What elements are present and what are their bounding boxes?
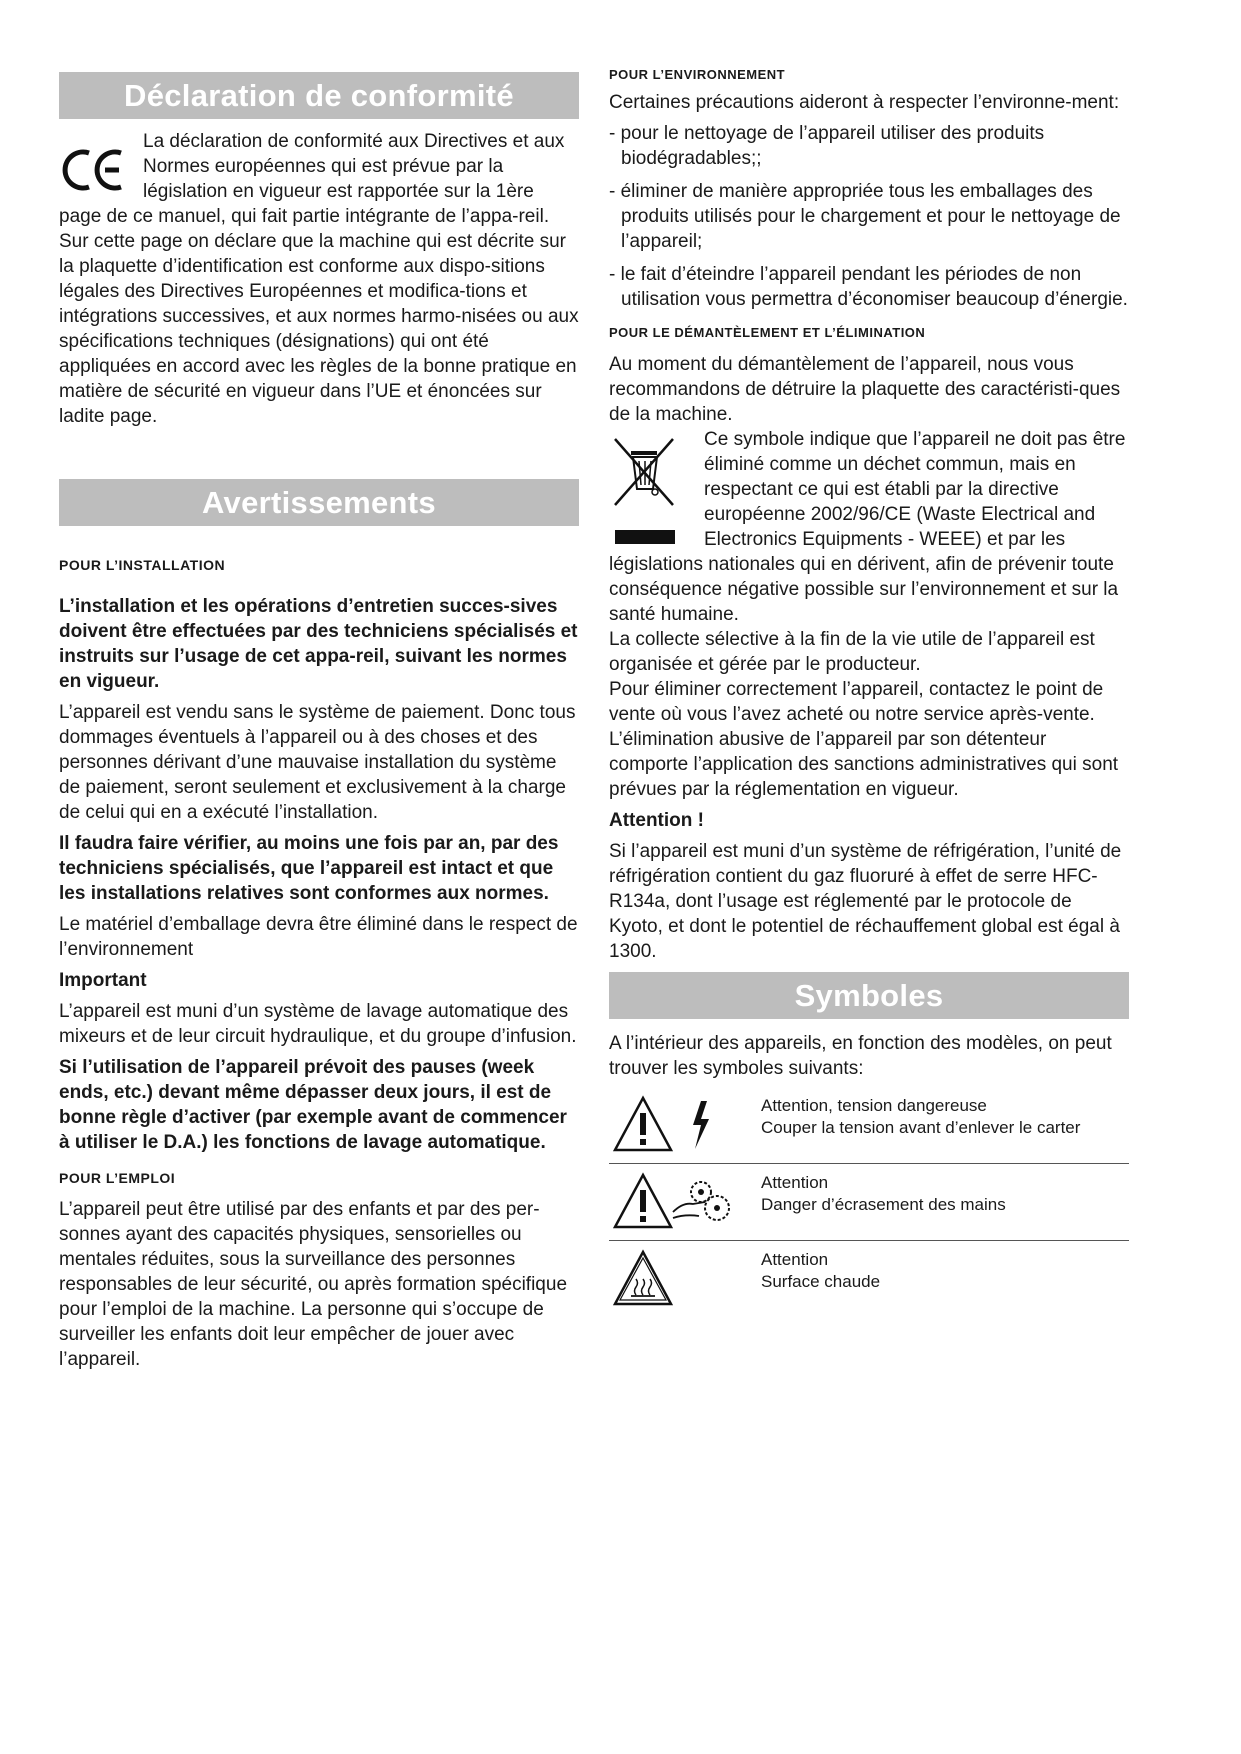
ce-mark-icon [59,139,131,201]
symbol-row [609,1087,1129,1164]
symbol-line-2: Couper la tension avant d’enlever le carter [761,1118,1081,1137]
left-column [59,72,579,1372]
symbol-icons [609,1249,761,1307]
important-paragraph: L’appareil est muni d’un système de lavage automatique des mixeurs et de leur circuit hydraulique, et du groupe d’infusion. [59,1001,577,1047]
dismantling-paragraph-1: Au moment du démantèlement de l’appareil, nous vous recommandons de détruire la plaquette des caractéristi-ques de la machine. [609,354,1121,425]
symbol-line-1: Attention [761,1173,829,1192]
attention-label: Attention ! [609,810,704,831]
attention-paragraph: Si l’appareil est muni d’un système de réfrigération, l’unité de réfrigération contient du gaz fluoruré à effet de serre HFC-R134a, dont l’usage est réglementé par le protocole de Kyoto, et dont le potentiel de réchauffement global est égal à 1300. [609,841,1122,962]
important-label: Important [59,970,147,991]
symbol-row [609,1241,1129,1317]
environment-intro: Certaines précautions aideront à respecter l’environne-ment: [609,92,1120,113]
symbols-title: Symboles [609,972,1129,1019]
environment-item: - le fait d’éteindre l’appareil pendant les périodes de non utilisation vous permettra d’économiser beaucoup d’énergie. [609,264,1128,310]
use-paragraph: L’appareil peut être utilisé par des enfants et par des per-sonnes ayant des capacités physiques, sensorielles ou mentales réduites, sous la surveillance des personnes responsables de leur sécurité, ou après formation spécifique pour l’emploi de la machine. La personne qui s’occupe de surveiller les enfants doit leur empêcher de jouer avec l’appareil. [59,1199,568,1370]
environment-item: - éliminer de manière appropriée tous les emballages des produits utilisés pour le chargement et pour le nettoyage de l’appareil; [609,181,1121,252]
symbol-description [761,1095,1080,1139]
declaration-paragraph-1: La déclaration de conformité aux Directives et aux Normes européennes qui est prévue par la législation en vigueur est rapportée sur la 1ère page de ce manuel, qui fait partie intégrante de l’appa-reil. [59,131,565,227]
dismantling-heading: POUR LE DÉMANTÈLEMENT ET L’ÉLIMINATION [609,325,926,340]
declaration-title: Déclaration de conformité [59,72,579,119]
installation-bold-1: L’installation et les opérations d’entretien succes-sives doivent être effectuées par des techniciens spécialisés et instruits sur l’usage de cet appa-reil, suivant les normes en vigueur. [59,596,578,692]
symbol-line-1: Attention [761,1250,829,1269]
symbol-line-2: Surface chaude [761,1272,881,1291]
symbol-description [761,1249,880,1293]
installation-paragraph-2: Le matériel d’emballage devra être éliminé dans le respect de l’environnement [59,914,578,960]
dismantling-paragraph-2: La collecte sélective à la fin de la vie utile de l’appareil est organisée et gérée par le producteur. [609,629,1095,675]
warnings-title: Avertissements [59,479,579,526]
declaration-block [59,129,579,429]
symbols-intro: A l’intérieur des appareils, en fonction des modèles, on peut trouver les symboles suivants: [609,1033,1112,1079]
symbol-line-2: Danger d’écrasement des mains [761,1195,1006,1214]
symbol-line-1: Attention, tension dangereuse [761,1096,987,1115]
declaration-paragraph-2: Sur cette page on déclare que la machine qui est décrite sur la plaquette d’identification est conforme aux dispo-sitions légales des Directives Européennes et modifica-tions et intégrations successives, et aux normes harmo-nisées ou aux spécifications techniques (désignations) qui ont été appliquées en accord avec les règles de la bonne pratique en matière de sécurité en vigueur dans l’UE et énoncées sur ladite page. [59,231,579,427]
symbol-icons [609,1172,761,1230]
symbol-row [609,1164,1129,1241]
weee-paragraph: Ce symbole indique que l’appareil ne doit pas être éliminé comme un déchet commun, mais en respectant ce qui est établi par la directive européenne 2002/96/CE (Waste Electrical and Electronics Equipments - WEEE) et par les législations nationales qui en dérivent, afin de prévenir toute conséquence négative possible sur l’environnement et sur la santé humaine. [609,429,1126,625]
crossed-bin-icon [609,435,679,507]
right-column [609,66,1129,1317]
electric-hazard-icon [609,1095,759,1153]
hand-crush-hazard-icon [609,1172,759,1230]
installation-bold-2: Il faudra faire vérifier, au moins une fois par an, par des techniciens spécialisés, que l’appareil est intact et que les installations relatives sont conformes aux normes. [59,833,559,904]
symbol-description [761,1172,1006,1216]
weee-block [609,427,1129,627]
symbol-icons [609,1095,761,1153]
hot-surface-icon [609,1249,759,1307]
environment-heading: POUR L’ENVIRONNEMENT [609,67,786,82]
weee-bar-icon [615,530,675,544]
weee-symbol [609,435,679,544]
environment-item: - pour le nettoyage de l’appareil utiliser des produits biodégradables;; [609,123,1045,169]
important-bold: Si l’utilisation de l’appareil prévoit des pauses (week ends, etc.) devant même dépasser deux jours, il est de bonne règle d’activer (par exemple avant de commencer à utiliser le D.A.) les fonctions de lavage automatique. [59,1057,567,1153]
symbols-list [609,1087,1129,1317]
installation-heading: POUR L’INSTALLATION [59,557,226,573]
dismantling-paragraph-4: L’élimination abusive de l’appareil par son détenteur comporte l’application des sanctions administratives qui sont prévues par la réglementation en vigueur. [609,729,1119,800]
installation-paragraph-1: L’appareil est vendu sans le système de paiement. Donc tous dommages éventuels à l’appareil ou à des choses et des personnes dérivant d’une mauvaise installation du système de paiement, seront seulement et exclusivement à la charge de celui qui en a exécuté l’installation. [59,702,576,823]
use-heading: POUR L’EMPLOI [59,1170,176,1186]
dismantling-paragraph-3: Pour éliminer correctement l’appareil, contactez le point de vente où vous l’avez acheté ou notre service après-vente. [609,679,1104,725]
